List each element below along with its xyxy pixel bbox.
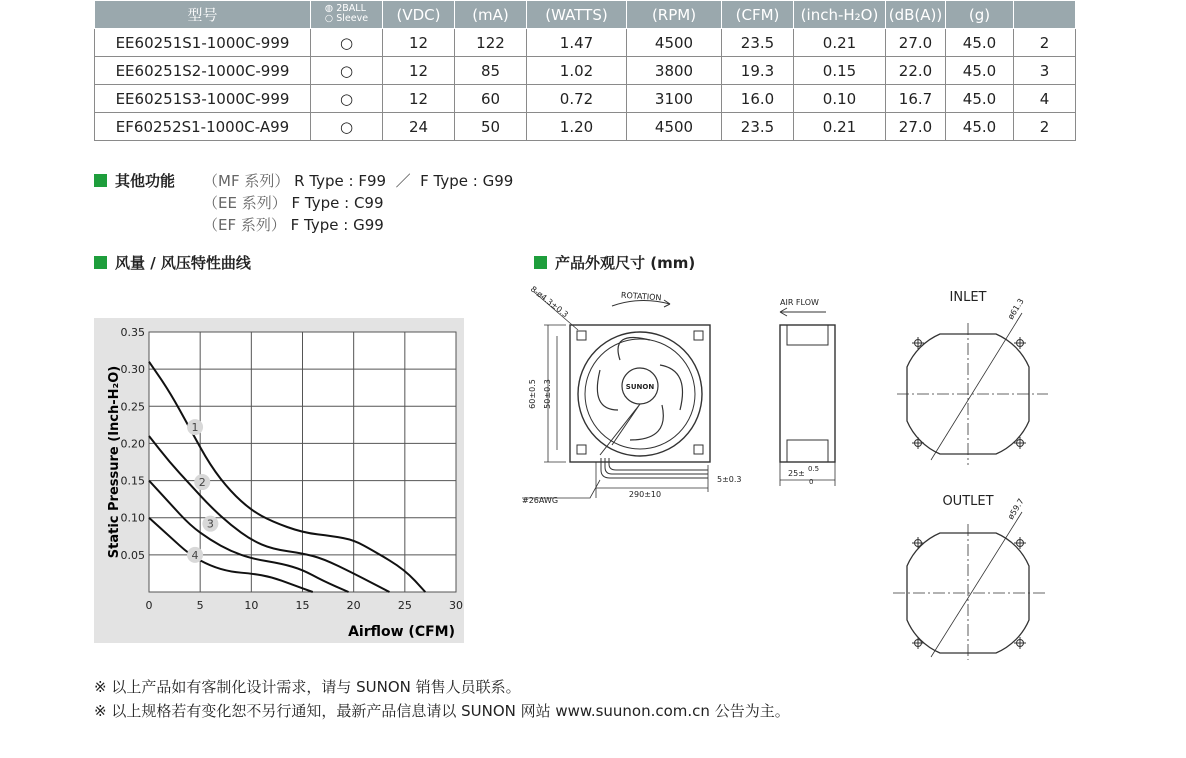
- table-cell: 3: [1014, 57, 1076, 85]
- y-tick-label: 0.35: [120, 326, 145, 339]
- dimension-title: 产品外观尺寸 (mm): [534, 252, 695, 273]
- table-cell: 4500: [627, 113, 722, 141]
- inlet-view: [897, 290, 1048, 465]
- pq-chart: [94, 318, 464, 643]
- model-cell: EE60251S1-1000C-999: [95, 29, 311, 57]
- y-axis-label: Static Pressure (Inch-H₂O): [107, 365, 122, 559]
- rotation-arrow-icon: [612, 300, 670, 306]
- curve-title: 风量 / 风压特性曲线: [94, 252, 251, 273]
- table-cell: 12: [383, 29, 455, 57]
- x-tick-label: 25: [397, 599, 412, 612]
- table-cell: ○: [311, 85, 383, 113]
- mount-hole: [577, 331, 586, 340]
- table-cell: 3800: [627, 57, 722, 85]
- outlet-view: [893, 494, 1046, 660]
- curve-label: 3: [206, 517, 214, 531]
- side-flange: [787, 325, 828, 345]
- mount-hole: [577, 445, 586, 454]
- table-cell: 0.72: [527, 85, 627, 113]
- header-pressure: (inch-H₂O): [794, 1, 886, 29]
- inlet-label: INLET: [949, 290, 987, 305]
- header-model: 型号: [95, 1, 311, 29]
- table-cell: 1.20: [527, 113, 627, 141]
- function-line-ef: （EF 系列） F Type : G99: [203, 216, 384, 234]
- fan-spokes: [600, 404, 640, 455]
- header-airflow: (CFM): [722, 1, 794, 29]
- table-cell: 1.02: [527, 57, 627, 85]
- note-disclaimer: ※ 以上规格若有变化恕不另行通知，最新产品信息请以 SUNON 网站 www.suunon.com.cn 公告为主。: [94, 702, 790, 720]
- bearing-type: ◍ 2BALL ○ Sleeve: [324, 3, 369, 24]
- header-speed: (RPM): [627, 1, 722, 29]
- note-customization: ※ 以上产品如有客制化设计需求，请与 SUNON 销售人员联系。: [94, 678, 521, 696]
- table-row: [95, 113, 1076, 141]
- table-cell: 0.21: [794, 113, 886, 141]
- ball-bearing-icon: ◍: [324, 3, 334, 14]
- header-noise: (dB(A)): [886, 1, 946, 29]
- outlet-diameter: ø59.7: [1006, 497, 1026, 522]
- y-tick-label: 0.30: [120, 363, 145, 377]
- airflow-label: AIR FLOW: [780, 298, 819, 307]
- header-power: (WATTS): [527, 1, 627, 29]
- table-cell: 23.5: [722, 29, 794, 57]
- table-cell: 4500: [627, 29, 722, 57]
- rotation-label: ROTATION: [620, 290, 662, 303]
- x-tick-label: 0: [145, 599, 153, 612]
- table-cell: 0.15: [794, 57, 886, 85]
- table-row: [95, 29, 1076, 57]
- outlet-dia-leader: [931, 512, 1022, 657]
- table-cell: ○: [311, 29, 383, 57]
- side-flange: [787, 440, 828, 462]
- table-row: [95, 57, 1076, 85]
- table-cell: 45.0: [946, 29, 1014, 57]
- table-cell: 45.0: [946, 113, 1014, 141]
- outer-dimension: 60±0.5: [528, 379, 537, 409]
- y-tick-label: 0.10: [120, 511, 145, 525]
- inner-dimension: 50±0.3: [543, 379, 552, 409]
- table-cell: 23.5: [722, 113, 794, 141]
- table-cell: 4: [1014, 85, 1076, 113]
- table-cell: 12: [383, 57, 455, 85]
- x-tick-label: 5: [196, 599, 204, 612]
- table-cell: 0.10: [794, 85, 886, 113]
- table-cell: 16.0: [722, 85, 794, 113]
- y-tick-label: 0.05: [120, 548, 145, 562]
- model-cell: EF60252S1-1000C-A99: [95, 113, 311, 141]
- inlet-centerline: [897, 323, 1048, 465]
- sleeve-bearing-icon: ○: [324, 13, 334, 24]
- table-cell: ○: [311, 57, 383, 85]
- header-voltage: (VDC): [383, 1, 455, 29]
- wire-gauge: #26AWG: [522, 496, 559, 505]
- table-cell: 16.7: [886, 85, 946, 113]
- table-cell: 12: [383, 85, 455, 113]
- dimension-drawing: [515, 280, 1075, 665]
- strip-length: 5±0.3: [717, 475, 742, 484]
- table-cell: 24: [383, 113, 455, 141]
- front-view: [522, 284, 742, 505]
- table-cell: 0.21: [794, 29, 886, 57]
- table-cell: 45.0: [946, 57, 1014, 85]
- side-view: [780, 298, 835, 486]
- table-cell: 122: [455, 29, 527, 57]
- model-cell: EE60251S3-1000C-999: [95, 85, 311, 113]
- x-tick-label: 30: [449, 599, 463, 612]
- table-cell: 3100: [627, 85, 722, 113]
- table-cell: 2: [1014, 113, 1076, 141]
- section-marker: [534, 256, 547, 269]
- table-cell: 2: [1014, 29, 1076, 57]
- header-current: (mA): [455, 1, 527, 29]
- table-cell: 85: [455, 57, 527, 85]
- table-cell: 19.3: [722, 57, 794, 85]
- header-weight: (g): [946, 1, 1014, 29]
- table-cell: 50: [455, 113, 527, 141]
- inlet-mount-holes: [912, 337, 1026, 449]
- lead-length: 290±10: [628, 490, 662, 499]
- hole-dimension: 8-ø4.3±0.3: [528, 284, 570, 320]
- brand-label: SUNON: [625, 383, 655, 391]
- section-marker: [94, 174, 107, 187]
- table-cell: 1.47: [527, 29, 627, 57]
- y-tick-label: 0.25: [120, 400, 145, 414]
- spec-table: [94, 0, 1076, 141]
- y-tick-label: 0.15: [120, 474, 145, 488]
- x-tick-label: 15: [295, 599, 310, 612]
- table-cell: 27.0: [886, 113, 946, 141]
- mount-hole: [694, 445, 703, 454]
- function-line-ee: （EE 系列） F Type : C99: [203, 194, 384, 212]
- mount-hole: [694, 331, 703, 340]
- inlet-dia-leader: [931, 313, 1022, 460]
- table-row: [95, 85, 1076, 113]
- header-bearing: [311, 1, 383, 29]
- x-axis-label: Airflow (CFM): [348, 624, 455, 640]
- curve-label: 1: [191, 421, 199, 435]
- lead-wires: [601, 458, 708, 478]
- thickness-tolerance-lower: 0: [809, 478, 814, 486]
- other-functions-title: 其他功能: [94, 170, 175, 191]
- airflow-arrow-icon: [780, 308, 826, 316]
- table-header-row: [95, 1, 1076, 29]
- model-cell: EE60251S2-1000C-999: [95, 57, 311, 85]
- table-cell: ○: [311, 113, 383, 141]
- header-curve: [1014, 1, 1076, 29]
- curve-label: 4: [191, 548, 199, 562]
- table-cell: 27.0: [886, 29, 946, 57]
- table-cell: 60: [455, 85, 527, 113]
- y-tick-label: 0.20: [120, 437, 145, 451]
- table-cell: 22.0: [886, 57, 946, 85]
- table-cell: 45.0: [946, 85, 1014, 113]
- section-marker: [94, 256, 107, 269]
- thickness-tolerance-upper: 0.5: [808, 465, 820, 473]
- curve-label: 2: [198, 476, 206, 490]
- inlet-diameter: ø61.3: [1006, 297, 1026, 322]
- outlet-label: OUTLET: [942, 494, 994, 509]
- x-tick-label: 10: [244, 599, 259, 612]
- x-tick-label: 20: [346, 599, 361, 612]
- thickness-dimension: 25±: [788, 469, 805, 478]
- function-line-mf: （MF 系列） R Type : F99 ／ F Type : G99: [203, 172, 514, 190]
- fan-side-body: [780, 325, 835, 462]
